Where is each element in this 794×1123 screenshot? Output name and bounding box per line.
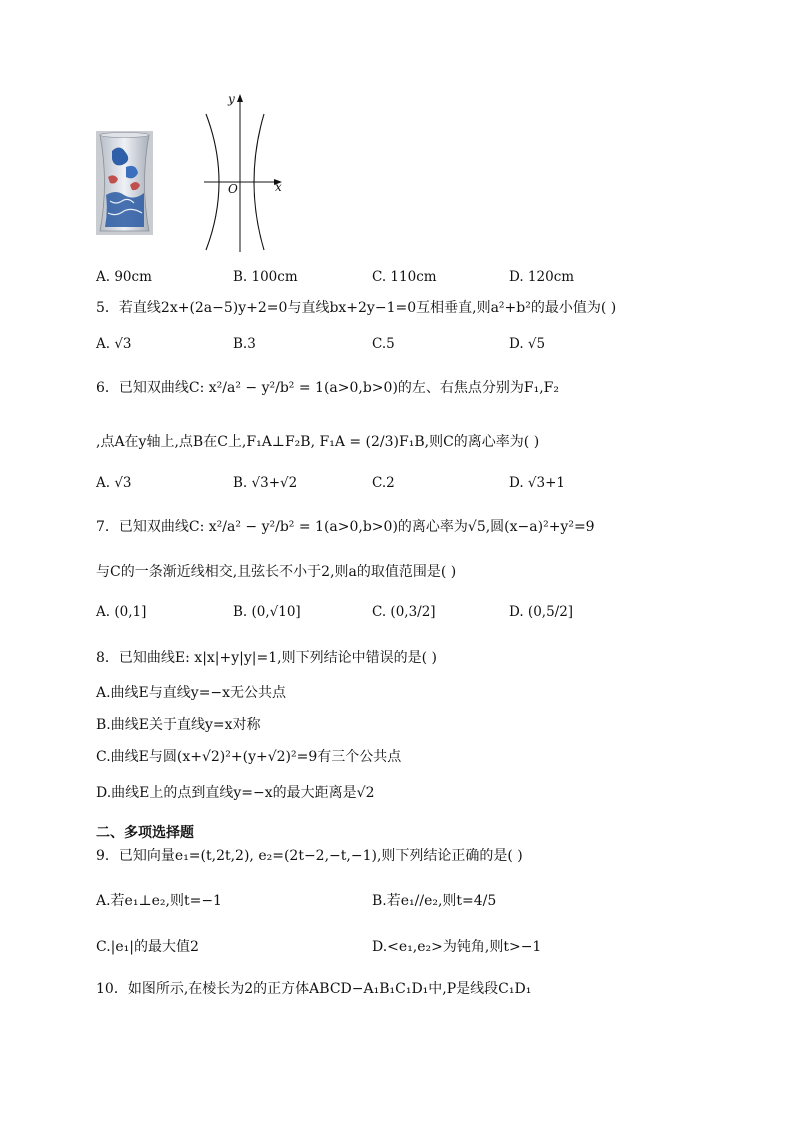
- q7-option-b: B. (0,√10]: [233, 604, 301, 620]
- q8-option-d: D.曲线E上的点到直线y=−x的最大距离是√2: [96, 785, 375, 801]
- q5-stem: 5．若直线2x+(2a−5)y+2=0与直线bx+2y−1=0互相垂直,则a²+b²的最小值为( ): [96, 300, 617, 316]
- q7-option-a: A. (0,1]: [96, 604, 147, 620]
- vase-photo: [96, 131, 153, 235]
- q5-option-a: A. √3: [96, 336, 132, 352]
- q6-option-c: C.2: [372, 475, 395, 491]
- q4-option-d: D. 120cm: [509, 269, 575, 285]
- q6-stem-line2: ,点A在y轴上,点B在C上,F₁A⊥F₂B, F₁A = (2/3)F₁B,则C的离心率为( ): [96, 434, 540, 450]
- q10-stem: 10．如图所示,在棱长为2的正方体ABCD−A₁B₁C₁D₁中,P是线段C₁D₁: [96, 981, 532, 997]
- q9-stem: 9．已知向量e₁=(t,2t,2), e₂=(2t−2,−t,−1),则下列结论正确的是( ): [96, 848, 523, 864]
- q4-option-b: B. 100cm: [233, 269, 298, 285]
- q9-option-a: A.若e₁⊥e₂,则t=−1: [96, 893, 222, 909]
- q6-stem-line1: 6．已知双曲线C: x²/a² − y²/b² = 1(a>0,b>0)的左、右焦点分别为F₁,F₂: [96, 380, 560, 396]
- q4-option-c: C. 110cm: [372, 269, 437, 285]
- q5-option-d: D. √5: [509, 336, 546, 352]
- q8-option-a: A.曲线E与直线y=−x无公共点: [96, 685, 287, 701]
- q9-option-c: C.|e₁|的最大值2: [96, 939, 199, 955]
- q4-option-a: A. 90cm: [96, 269, 152, 285]
- q6-option-b: B. √3+√2: [233, 475, 298, 491]
- q7-option-c: C. (0,3/2]: [372, 604, 436, 620]
- y-axis-label: y: [228, 92, 235, 106]
- hyperbola-figure: [198, 92, 290, 254]
- q5-option-c: C.5: [372, 336, 395, 352]
- q9-option-b: B.若e₁//e₂,则t=4/5: [372, 893, 497, 909]
- q5-option-b: B.3: [233, 336, 256, 352]
- q8-option-c: C.曲线E与圆(x+√2)²+(y+√2)²=9有三个公共点: [96, 749, 402, 765]
- q7-stem-line2: 与C的一条渐近线相交,且弦长不小于2,则a的取值范围是( ): [96, 564, 457, 580]
- q6-option-a: A. √3: [96, 475, 132, 491]
- x-axis-label: x: [275, 180, 282, 194]
- q7-stem-line1: 7．已知双曲线C: x²/a² − y²/b² = 1(a>0,b>0)的离心率为√5,圆(x−a)²+y²=9: [96, 519, 595, 535]
- q9-option-d: D.<e₁,e₂>为钝角,则t>−1: [372, 939, 542, 955]
- q8-stem: 8．已知曲线E: x|x|+y|y|=1,则下列结论中错误的是( ): [96, 650, 437, 666]
- section-title-multiple-choice: 二、多项选择题: [96, 825, 194, 841]
- q7-option-d: D. (0,5/2]: [509, 604, 574, 620]
- origin-label: O: [228, 182, 238, 196]
- q8-option-b: B.曲线E关于直线y=x对称: [96, 717, 261, 733]
- q6-option-d: D. √3+1: [509, 475, 566, 491]
